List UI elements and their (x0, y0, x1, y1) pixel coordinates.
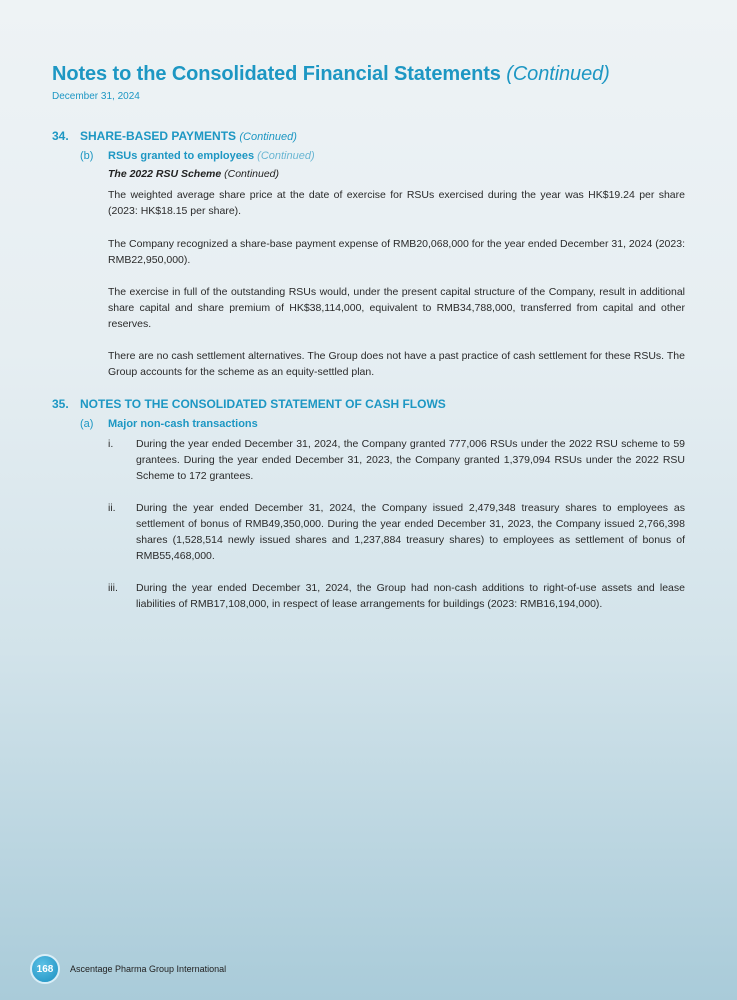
list-item-text: During the year ended December 31, 2024, the Group had non-cash additions to right-of-use assets and lease liabilities of RMB17,108,000, in respect of lease arrangements for buildings (2023: RMB16,194,000). (136, 582, 685, 610)
subsection-a-heading (80, 418, 258, 430)
paragraph-expense: The Company recognized a share-base payment expense of RMB20,068,000 for the year ended December 31, 2024 (2023: RMB22,950,000). (108, 238, 685, 266)
subsection-b-title: RSUs granted to employees (108, 150, 255, 162)
section-35-number: 35. (52, 397, 69, 411)
list-item-number: i. (108, 438, 114, 450)
list-item-number: iii. (108, 582, 118, 594)
subsection-a-label: (a) (80, 418, 94, 430)
subsection-a-title: Major non-cash transactions (108, 418, 258, 430)
paragraph-share-price: The weighted average share price at the date of exercise for RSUs exercised during the year was HK$19.24 per share (2023: HK$18.15 per share). (108, 189, 685, 217)
scheme-continued: (Continued) (224, 168, 280, 180)
scheme-title: The 2022 RSU Scheme (108, 168, 222, 180)
page-footer (30, 955, 226, 983)
page-title (52, 63, 610, 86)
subsection-b-heading (80, 150, 315, 162)
company-name: Ascentage Pharma Group International (70, 964, 227, 974)
section-34-number: 34. (52, 129, 69, 143)
list-item-text: During the year ended December 31, 2024, the Company granted 777,006 RSUs under the 2022 RSU scheme to 59 grantees. During the year ended December 31, 2023, the Company granted 1,379,094 RSUs under the 2022 RSU Scheme to 172 grantees. (136, 438, 685, 482)
paragraph-exercise: The exercise in full of the outstanding RSUs would, under the present capital structure of the Company, result in additional share capital and share premium of HK$38,114,000, equivalent to RMB34,788,000, transferred from capital and other reserves. (108, 286, 685, 330)
list-item-text: During the year ended December 31, 2024, the Company issued 2,479,348 treasury shares to employees as settlement of bonus of RMB49,350,000. During the year ended December 31, 2023, the Company issued 2,766,398 shares (1,528,514 newly issued shares and 1,237,884 treasury shares) to employees as settlement of bonus of RMB55,468,000. (136, 502, 685, 562)
report-date: December 31, 2024 (52, 91, 140, 102)
page-number-badge: 168 (30, 954, 60, 984)
section-34-title: SHARE-BASED PAYMENTS (80, 129, 237, 143)
list-item-number: ii. (108, 502, 116, 514)
scheme-heading (108, 168, 279, 180)
section-35-title: NOTES TO THE CONSOLIDATED STATEMENT OF CASH FLOWS (80, 397, 446, 411)
subsection-b-label: (b) (80, 150, 94, 162)
subsection-b-continued: (Continued) (257, 150, 315, 162)
section-34-heading (52, 129, 297, 143)
paragraph-cash-settlement: There are no cash settlement alternatives. The Group does not have a past practice of cash settlement for these RSUs. The Group accounts for the scheme as an equity-settled plan. (108, 350, 685, 378)
section-35-heading (52, 397, 446, 411)
page-title-continued: (Continued) (506, 63, 610, 85)
page-title-text: Notes to the Consolidated Financial Statements (52, 63, 501, 85)
section-34-continued: (Continued) (239, 131, 297, 143)
